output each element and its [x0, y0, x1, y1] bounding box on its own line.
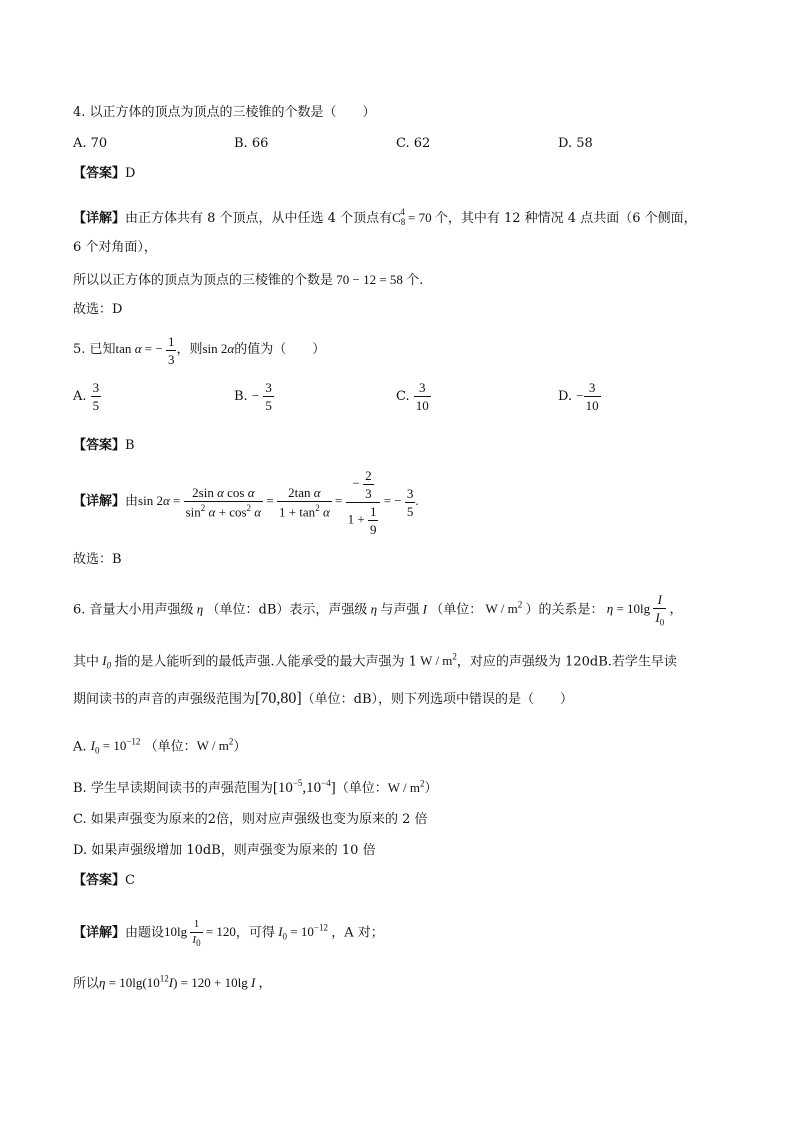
q6-detail-line-1 [73, 911, 384, 954]
q5-stem [73, 334, 325, 366]
q6-answer [73, 872, 135, 890]
q5-option-d: D. − $\frac{3}{10}$ [558, 380, 599, 413]
option-prefix: A. [73, 739, 87, 755]
answer-label: 【答案】 [73, 166, 126, 181]
q4-detail-line-3 [73, 271, 423, 290]
interval-70-80: [70,80] [255, 690, 302, 707]
q4-answer [73, 165, 135, 183]
option-text: （单位： [144, 739, 197, 755]
stem-text: 期间读书的声音的声强级范围为 [73, 692, 256, 707]
q4-option-d: D. 58 [558, 136, 593, 151]
eta-expression: $\eta = 10\lg(10^{12}I) = 120 + 10\lg$ I ， [99, 974, 272, 991]
i0-result: $I_0 = 10^{-12}$ [278, 923, 328, 942]
combination-formula: $C_8^4 = 70$ 个 [392, 207, 448, 227]
q6-option-a: A. $I_0 = 10^{-12}$ （单位：W / $m^2$） [73, 737, 247, 756]
q4-detail-line-2: 6 个对角面）， [73, 240, 157, 255]
q5-choice: 故选：B [73, 552, 122, 567]
detail-label: 【详解】 [73, 925, 126, 941]
q5-answer [73, 437, 135, 455]
unit-symbol: W / $m^2$ [196, 737, 234, 754]
q5-option-a: A. $\frac{3}{5}$ [73, 380, 100, 413]
stem-text: 其中 [73, 654, 100, 670]
answer-value: C [125, 873, 135, 888]
stem-text: （单位：dB），则下列选项中错误的是（ ） [301, 692, 574, 707]
q4-option-a: A. 70 [73, 136, 108, 151]
tan-formula: tan α = − $\frac{1}{3}$ [115, 333, 175, 367]
stem-text: ，则 [176, 342, 203, 357]
option-prefix: C. [396, 389, 410, 404]
sin-formula: sin 2α [202, 341, 235, 356]
option-prefix: B. [234, 389, 248, 404]
q6-detail-line-2 [73, 970, 272, 993]
detail-label: 【详解】 [73, 494, 126, 509]
intensity-range: $[10^{-5},10^{-4}]$ [272, 778, 336, 796]
stem-text: ）的关系是： [525, 602, 604, 618]
q5-option-b: B. − $\frac{3}{5}$ [234, 380, 272, 413]
q4-option-b: B. 66 [234, 136, 269, 151]
detail-text: ，其中有 12 种情况 4 点共面（6 个侧面， [447, 211, 697, 226]
unit-symbol: W / $m^2$ [387, 778, 425, 795]
sound-level-formula: η = 10lg $\frac{I}{I_0}$ ， [606, 592, 683, 628]
i0-value: $I_0 = 10^{-12}$ [90, 737, 141, 756]
stem-text: 5. 已知 [73, 342, 116, 357]
stem-text: 指的是人能听到的最低声强.人能承受的最大声强为 1 [114, 654, 417, 670]
q4-detail-line-1 [73, 203, 697, 231]
q6-stem-line-1 [73, 590, 683, 628]
q4-choice: 故选：D [73, 302, 123, 317]
subtraction-formula: 70 − 12 = 58 [333, 272, 407, 287]
answer-value: B [125, 438, 135, 453]
detail-label: 【详解】 [73, 211, 126, 226]
detail-text: ，可得 [235, 925, 275, 941]
answer-value: D [125, 166, 136, 181]
answer-label: 【答案】 [73, 873, 126, 888]
detail-text: 由 [125, 494, 139, 509]
detail-text: 所以 [73, 976, 100, 992]
stem-text: 与声强 [380, 602, 420, 618]
detail-text: 个. [406, 273, 424, 288]
stem-text: 6. 音量大小用声强级 [73, 602, 194, 618]
q6-stem-line-3 [73, 690, 573, 709]
option-text: （单位： [335, 781, 388, 796]
i0-symbol: $I_0$ [99, 653, 112, 671]
option-text: B. 学生早读期间读书的声强范围为 [73, 781, 273, 796]
unit-symbol: W / $m^2$ [416, 652, 457, 669]
sin2a-derivation: sin 2α = $\frac{\text{2sin α cos α}}{\sin^2 \alpha + \cos^2 \alpha}$ = $\frac{\text{2tan α}}{1 + \tan^2 \alpha}$ = − $\frac{2}{3}$ 1 + $\frac{1}{9}$ = − $\frac{3}{5}$ . [138, 467, 419, 537]
stem-text: （单位：dB）表示，声强级 [206, 602, 368, 618]
q4-option-c: C. 62 [396, 136, 431, 151]
q5-option-c: C. $\frac{3}{10}$ [396, 380, 429, 413]
detail-text: 由正方体共有 8 个顶点，从中任选 4 个顶点有 [125, 211, 393, 226]
given-equation: 10lg $\frac{1}{I_0}$ = 120 [164, 917, 236, 948]
stem-text: （单位： [430, 602, 483, 618]
q5-detail [73, 464, 419, 539]
eta-symbol: η [193, 601, 207, 617]
detail-text: 由题设 [125, 925, 165, 941]
answer-label: 【答案】 [73, 438, 126, 453]
option-prefix: D. [558, 389, 573, 404]
stem-text: 的值为（ ） [234, 342, 326, 357]
detail-text: 所以以正方体的顶点为顶点的三棱锥的个数是 [73, 273, 334, 288]
q4-stem: 4. 以正方体的顶点为顶点的三棱锥的个数是（ ） [73, 105, 376, 120]
option-prefix: A. [73, 389, 87, 404]
q6-option-c: C. 如果声强变为原来的2倍，则对应声强级也变为原来的 2 倍 [73, 812, 428, 827]
detail-text: ，A 对； [331, 925, 384, 941]
intensity-symbol: I [419, 601, 431, 617]
stem-text: ，对应的声强级为 120dB.若学生早读 [456, 654, 677, 670]
q6-stem-line-2 [73, 648, 677, 675]
eta-symbol: η [367, 601, 381, 617]
q6-option-b: B. 学生早读期间读书的声强范围为$[10^{-5},10^{-4}]$（单位：W / $m^2$） [73, 778, 438, 796]
q6-option-d: D. 如果声强级增加 10dB，则声强变为原来的 10 倍 [73, 843, 376, 858]
unit-symbol: W / $m^2$ [482, 600, 523, 617]
